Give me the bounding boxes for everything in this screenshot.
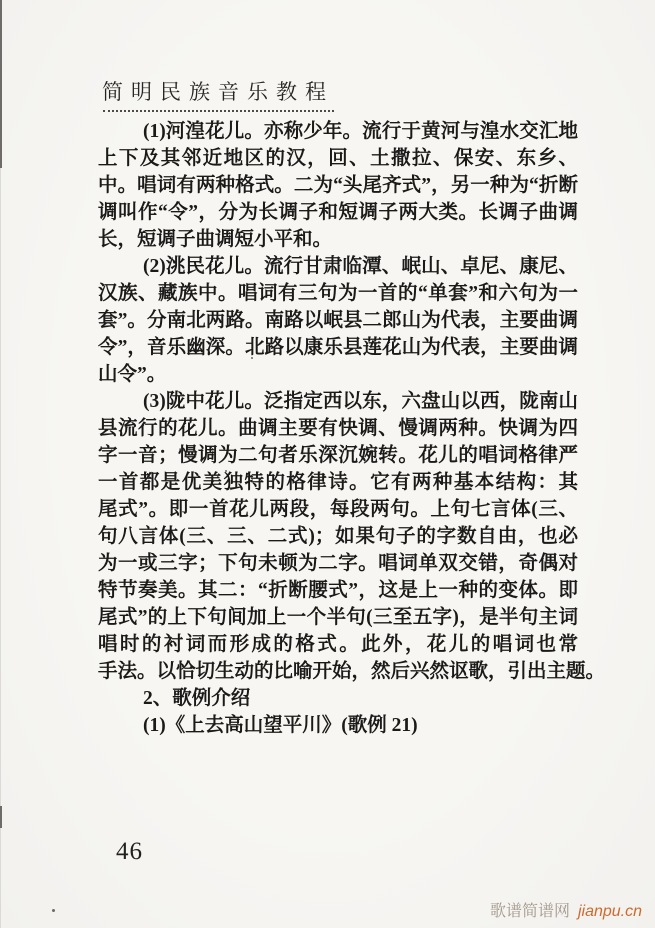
text-line: 字一音；慢调为二句者乐深沉婉转。花儿的唱词格律严 <box>98 445 578 466</box>
text-line: (1)河湟花儿。亦称少年。流行于黄河与湟水交汇地 <box>143 121 578 142</box>
text-line: (1)《上去高山望平川》(歌例 21) <box>143 715 418 736</box>
text-line: 县流行的花儿。曲调主要有快调、慢调两种。快调为四 <box>98 418 578 439</box>
text-line: 套”。分南北两路。南路以岷县二郎山为代表，主要曲调 <box>98 310 578 331</box>
text-line: 句八言体(三、三、二式)；如果句子的字数自由，也必 <box>98 526 578 547</box>
text-line: 长，短调子曲调短小平和。 <box>98 229 333 250</box>
text-line: 尾式”。即一首花儿两段，每段两句。上句七言体(三、 <box>98 499 578 520</box>
text-line: 上下及其邻近地区的汉，回、土撒拉、保安、东乡、 <box>98 148 578 169</box>
text-line: 唱时的衬词而形成的格式。此外，花儿的唱词也常 <box>98 634 578 655</box>
page-number: 46 <box>116 838 143 865</box>
text-line: 中。唱词有两种格式。二为“头尾齐式”，另一种为“折断 <box>98 175 578 196</box>
scan-edge-artifact-bottom <box>0 806 2 828</box>
text-line: 一首都是优美独特的格律诗。它有两种基本结构：其 <box>98 472 578 493</box>
text-line: (3)陇中花儿。泛指定西以东，六盘山以西，陇南山 <box>143 391 578 412</box>
watermark-site-url: jianpu.cn <box>577 903 642 920</box>
header-dotted-rule <box>103 96 334 112</box>
text-line: 调叫作“令”，分为长调子和短调子两大类。长调子曲调 <box>98 202 578 223</box>
text-line: 为一或三字；下句未顿为二字。唱词单双交错，奇偶对 <box>98 553 578 574</box>
body-text <box>98 118 606 739</box>
text-line: 令”，音乐幽深。北路以康乐县莲花山为代表，主要曲调 <box>98 337 578 358</box>
running-head-title: 简明民族音乐教程 <box>102 80 334 104</box>
text-line: 特节奏美。其二：“折断腰式”，这是上一种的变体。即 <box>98 580 578 601</box>
text-line: (2)洮民花儿。流行甘肃临潭、岷山、卓尼、康尼、 <box>143 256 578 277</box>
text-line: 手法。以恰切生动的比喻开始，然后兴然讴歌，引出主题。 <box>98 661 606 682</box>
text-line: 尾式”的上下句间加上一个半句(三至五字)，是半句主词 <box>98 607 578 628</box>
watermark <box>490 898 642 921</box>
scan-edge-artifact-top <box>0 0 2 168</box>
text-line: 2、歌例介绍 <box>143 688 251 709</box>
watermark-site-name: 歌谱简谱网 <box>489 903 570 920</box>
scan-speck <box>52 909 55 912</box>
text-line: 汉族、藏族中。唱词有三句为一首的“单套”和六句为一 <box>98 283 578 304</box>
text-line: 山令”。 <box>98 364 167 385</box>
